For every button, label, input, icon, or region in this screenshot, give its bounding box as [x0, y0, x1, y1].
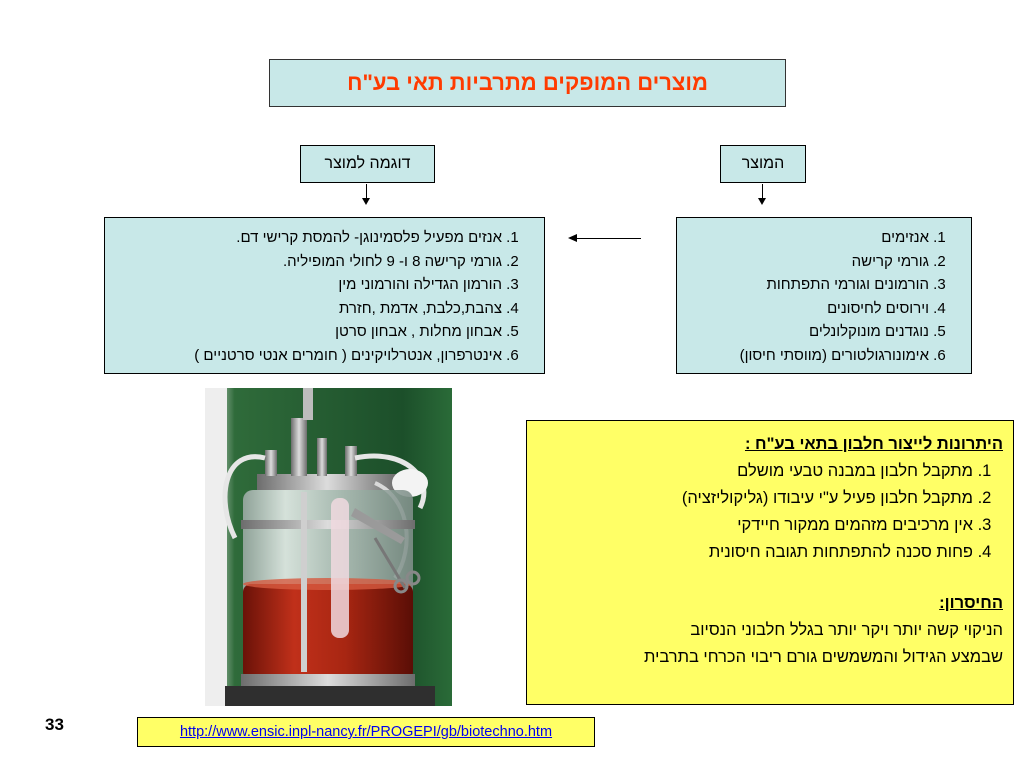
example-item: 2. גורמי קרישה 8 ו- 9 לחולי המופיליה. — [113, 250, 502, 274]
example-item: 4. צהבת,כלבת, אדמת ,חזרת — [113, 297, 502, 321]
product-list-box — [676, 217, 972, 374]
advantage-item: 2. מתקבל חלבון פעיל ע"י עיבודו (גליקוליזציה) — [537, 485, 973, 512]
example-header-box — [300, 145, 435, 183]
example-item: 6. אינטרפרון, אנטרלויקינים ( חומרים אנטי סרטניים ) — [113, 344, 502, 368]
page-title: מוצרים המופקים מתרביות תאי בע"ח — [347, 70, 708, 95]
advantages-box — [526, 420, 1014, 705]
example-item: 1. אנזים מפעיל פלסמינוגן- להמסת קרישי דם. — [113, 226, 502, 250]
product-header-box — [720, 145, 806, 183]
left-arrow-head — [568, 234, 577, 242]
disadvantage-heading: החיסרון: — [939, 594, 1003, 612]
left-arrow-line — [575, 238, 641, 239]
product-header-label: המוצר — [741, 155, 785, 172]
advantages-list — [537, 458, 1003, 566]
advantage-item: 1. מתקבל חלבון במבנה טבעי מושלם — [537, 458, 973, 485]
page-number: 33 — [45, 715, 64, 734]
title-box — [269, 59, 786, 107]
advantage-item: 3. אין מרכיבים מזהמים ממקור חיידקי — [537, 512, 973, 539]
product-list — [685, 226, 959, 367]
product-item: 2. גורמי קרישה — [685, 250, 929, 274]
product-item: 5. נוגדנים מונוקלונלים — [685, 320, 929, 344]
disadvantage-line-1: הניקוי קשה יותר ויקר יותר בגלל חלבוני הנסיוב — [690, 621, 1003, 639]
source-url-box — [137, 717, 595, 747]
example-item: 3. הורמון הגדילה והורמוני מין — [113, 273, 502, 297]
example-header-label: דוגמה למוצר — [324, 155, 411, 172]
source-url-link[interactable]: http://www.ensic.inpl-nancy.fr/PROGEPI/gb/biotechno.htm — [179, 724, 553, 740]
product-item: 4. וירוסים לחיסונים — [685, 297, 929, 321]
product-item: 3. הורמונים וגורמי התפתחות — [685, 273, 929, 297]
product-item: 1. אנזימים — [685, 226, 929, 250]
bioreactor-photo — [205, 388, 452, 706]
example-down-arrow-head — [362, 198, 370, 205]
product-down-arrow-head — [758, 198, 766, 205]
advantage-item: 4. פחות סכנה להתפתחות תגובה חיסונית — [537, 539, 973, 566]
advantages-heading: היתרונות לייצור חלבון בתאי בע"ח : — [744, 435, 1003, 453]
example-list — [113, 226, 532, 367]
disadvantage-line-2: שבמצע הגידול והמשמשים גורם ריבוי הכרחי בתרבית — [644, 648, 1003, 666]
example-item: 5. אבחון מחלות , אבחון סרטן — [113, 320, 502, 344]
product-item: 6. אימונורגולטורים (מווסתי חיסון) — [685, 344, 929, 368]
example-list-box — [104, 217, 545, 374]
